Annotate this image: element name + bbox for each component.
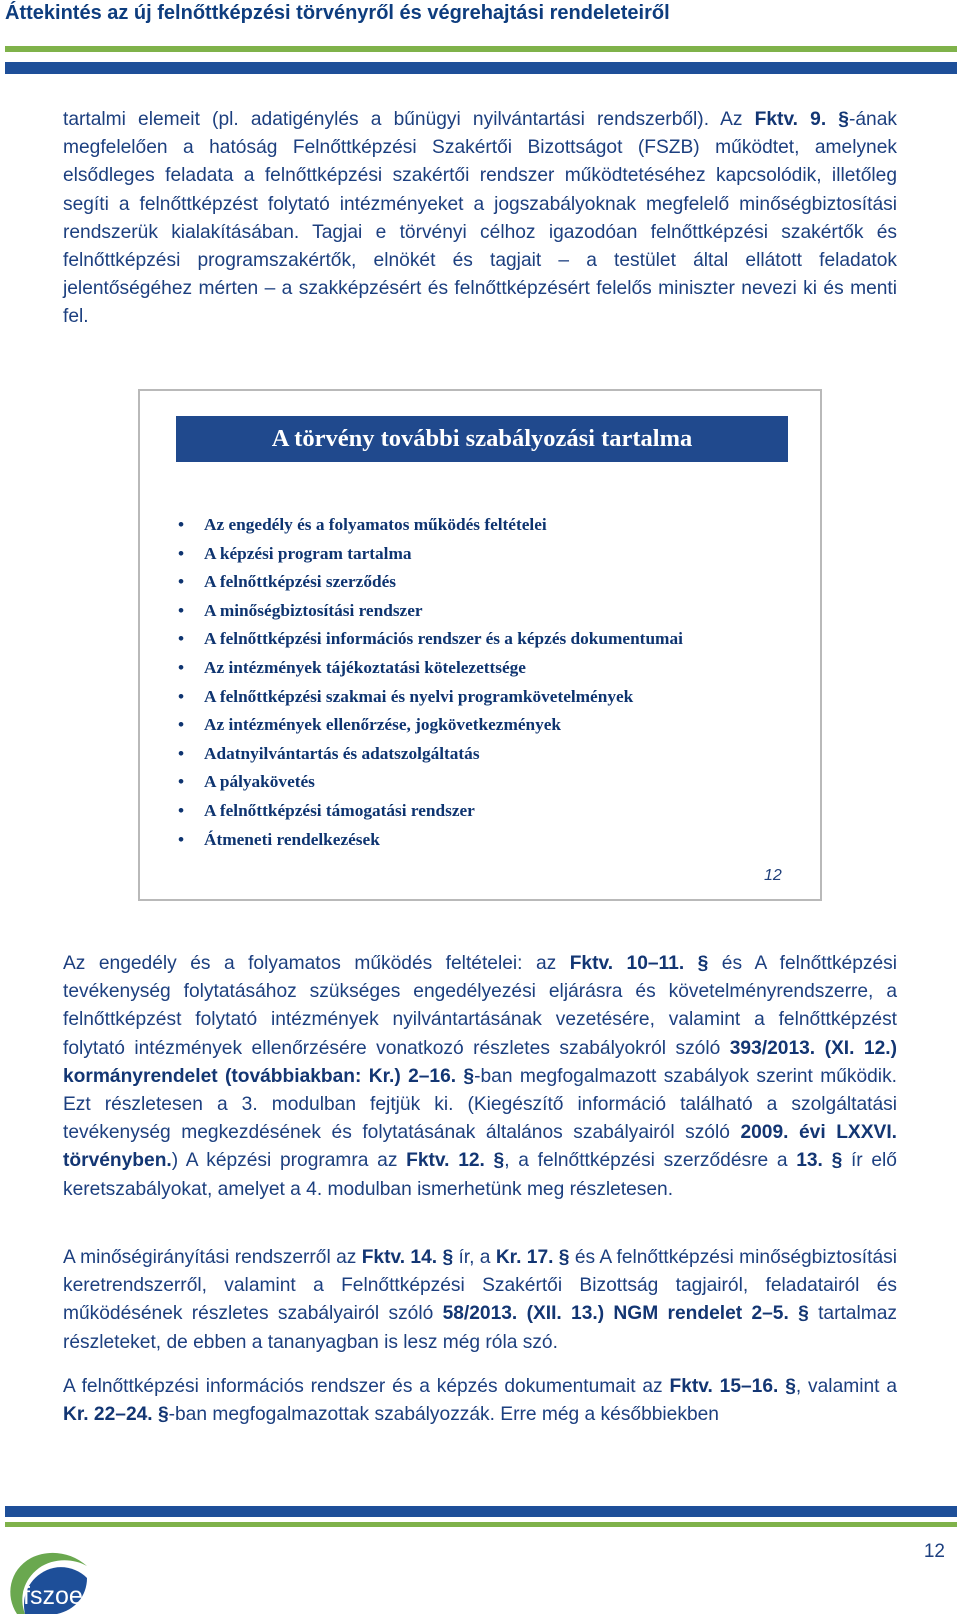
slide-list-item-label: Adatnyilvántartás és adatszolgáltatás [204,743,480,763]
slide-list-item [174,768,683,797]
bullet-icon: • [178,772,185,792]
legal-reference: Fktv. 9. § [754,109,849,130]
legal-reference: 393/2013. (XI. 12.) kormányrendelet (továbbiakban: Kr.) 2–16. § [63,1037,897,1087]
slide-list-item-label: A pályakövetés [204,772,315,792]
slide-list-item [174,597,683,626]
text-run: -ban megfogalmazott szabályok szerint működik. Ezt részletesen a 3. modulban fejtjük ki. (Kiegészítő információ található a szolgáltatási tevékenység megkezdésének és folytatásának általános szabályairól szóló [63,1065,897,1144]
legal-reference: Fktv. 10–11. § [569,953,709,974]
text-run: -ának megfelelően a hatóság Felnőttképzési Szakértői Bizottságot (FSZB) működtet, amelynek elsődleges feladata a felnőttképzési szakértői rendszer működtetéséhez kapcsolódik, illetőleg segíti a felnőttképzést folytató intézményeket a jogszabályoknak megfelelő minőségbiztosítási rendszerük kialakításában. Tagjai e törvényi célhoz igazodóan felnőttképzési szakértők és felnőttképzési programszakértők, elnökét és tagjait – a testület által ellátott feladatok jelentőségéhez mérten – a szakképzésért és felnőttképzésért felelős miniszter nevezi ki és menti fel. [63,109,897,328]
slide-list-item-label: A felnőttképzési információs rendszer és a képzés dokumentumai [204,629,683,649]
information-system-paragraph [63,1373,897,1429]
text-run: -ban megfogalmazottak szabályozzák. Erre még a későbbiekben [168,1404,719,1426]
slide-list-item-label: A felnőttképzési szakmai és nyelvi programkövetelmények [204,686,634,706]
bullet-icon: • [178,800,185,820]
slide-list-item-label: A képzési program tartalma [204,543,412,563]
legal-reference: Fktv. 12. § [406,1150,505,1172]
slide-list-item [174,540,683,569]
text-run: és A felnőttképzési tevékenység folytatásához szükséges engedélyezési eljárásra és követelményrendszerre, a felnőttképzést folytató intézmények nyilvántartásának vezetésére, valamint a felnőttképzést folytató intézmények ellenőrzésére vonatkozó részletes szabályokról szóló [63,953,898,1059]
slide-page-number: 12 [764,867,782,884]
fszoe-logo [3,1544,93,1614]
bullet-icon: • [178,572,185,592]
text-run: ír elő keretszabályokat, amelyet a 4. modulban ismerhetünk meg részletesen. [63,1150,897,1200]
licence-conditions-paragraph [63,950,897,1204]
slide-list-item-label: A felnőttképzési szerződés [204,572,396,592]
slide-list-item [174,511,683,540]
logo-text: fszoe [23,1582,83,1610]
slide-list-item-label: Az engedély és a folyamatos működés feltételei [204,515,547,534]
legal-reference: Fktv. 14. § [361,1247,454,1268]
slide-list-item [174,797,683,826]
text-run: Az engedély és a folyamatos működés feltételei: az [63,953,570,974]
footer-rule-green [5,1522,957,1527]
legal-reference: 2009. évi LXXVI. törvényben. [63,1122,897,1172]
text-run: , a felnőttképzési szerződésre a [504,1150,797,1172]
slide-list-item-label: Az intézmények tájékoztatási kötelezettsége [204,657,526,677]
legal-reference: 58/2013. (XII. 13.) NGM rendelet 2–5. § [442,1303,809,1325]
text-run: , valamint a [795,1376,897,1397]
slide-list-item-label: A minőségbiztosítási rendszer [204,600,423,620]
slide-title: A törvény további szabályozási tartalma [176,416,788,462]
text-run: A minőségirányítási rendszerről az [63,1247,362,1268]
bullet-icon: • [178,515,185,534]
slide-list-item [174,568,683,597]
intro-paragraph [63,106,897,332]
header-rule-green [5,46,957,52]
legal-reference: Fktv. 15–16. § [669,1376,796,1397]
bullet-icon: • [178,600,185,620]
slide-list-item [174,654,683,683]
bullet-icon: • [178,543,185,563]
running-header-title: Áttekintés az új felnőttképzési törvényről és végrehajtási rendeleteiről [5,2,670,24]
text-run: és A felnőttképzési minőségbiztosítási keretrendszerről, valamint a Felnőttképzési Szakértői Bizottság tagjairól, feladatairól és működésének részletes szabályairól szóló [63,1247,897,1325]
legal-reference: Kr. 17. § [495,1247,570,1268]
page-number: 12 [923,1541,945,1562]
text-run: ) A képzési programra az [171,1150,407,1172]
header-rule-blue [5,62,957,74]
slide-list-item [174,740,683,769]
bullet-icon: • [178,629,185,649]
quality-system-paragraph [63,1244,897,1357]
legal-reference: Kr. 22–24. § [63,1404,169,1426]
slide-list-item-label: Átmeneti rendelkezések [204,829,380,849]
legal-reference: 13. § [796,1150,843,1172]
embedded-slide [138,389,822,901]
slide-list-item [174,683,683,712]
slide-list-item [174,826,683,855]
slide-list-item-label: A felnőttképzési támogatási rendszer [204,800,475,820]
footer-rule-blue [5,1506,957,1517]
text-run: tartalmaz részleteket, de ebben a tananyagban is lesz még róla szó. [63,1303,897,1353]
slide-list-item [174,625,683,654]
bullet-icon: • [178,686,185,706]
bullet-icon: • [178,829,185,849]
text-run: A felnőttképzési információs rendszer és a képzés dokumentumait az [63,1376,670,1397]
bullet-icon: • [178,715,185,735]
bullet-icon: • [178,743,185,763]
text-run: tartalmi elemeit (pl. adatigénylés a bűnügyi nyilvántartási rendszerből). Az [63,109,755,130]
text-run: ír, a [453,1247,496,1268]
slide-list-item-label: Az intézmények ellenőrzése, jogkövetkezmények [204,715,562,735]
bullet-icon: • [178,657,185,677]
slide-bullet-list [174,511,683,854]
slide-list-item [174,711,683,740]
